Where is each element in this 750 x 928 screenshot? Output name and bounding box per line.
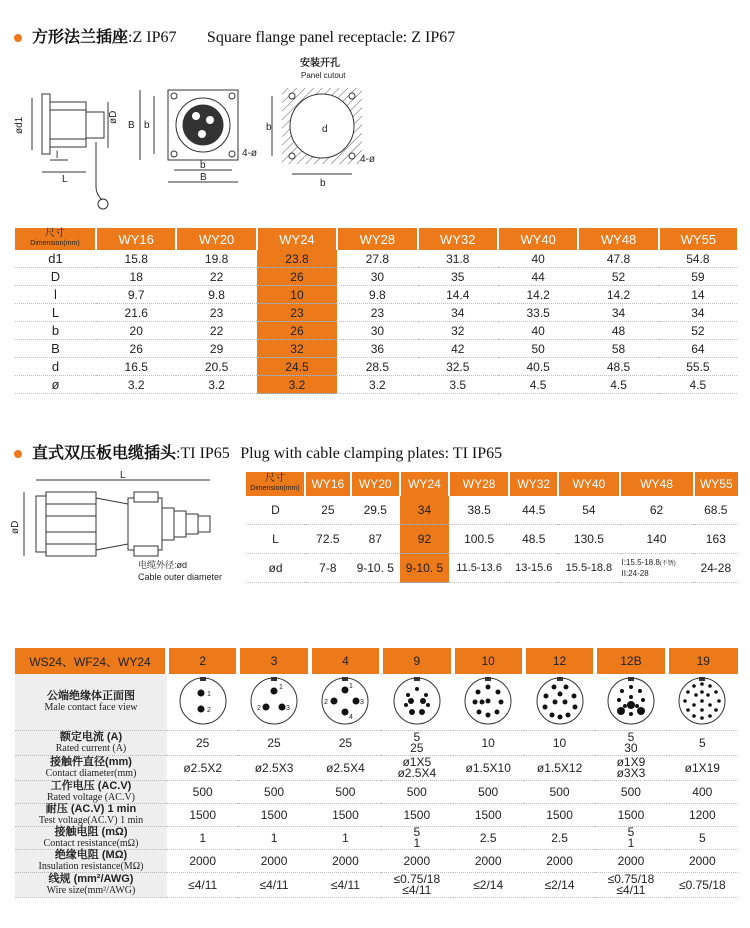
col-header: 4 xyxy=(310,648,381,674)
row-label: ø xyxy=(15,376,96,394)
cell: 32 xyxy=(257,340,337,358)
col-header: WY48 xyxy=(620,472,694,496)
table-row xyxy=(15,873,738,898)
cell: 4.5 xyxy=(578,376,658,394)
col-header: WY28 xyxy=(449,472,509,496)
cell: ø1.5X12 xyxy=(524,756,595,781)
cell: 34 xyxy=(418,304,498,322)
cell: ≤0.75/18 xyxy=(667,873,738,898)
table-row xyxy=(15,340,737,358)
cell: 2000 xyxy=(667,850,738,873)
row-label: B xyxy=(15,340,96,358)
cell: 72.5 xyxy=(305,525,351,554)
cell-line: 1 xyxy=(627,836,635,850)
cell: 48 xyxy=(578,322,658,340)
table-row xyxy=(15,304,737,322)
contact-face-icon xyxy=(310,674,381,731)
cell-line: 5 xyxy=(413,730,421,744)
col-header: WY48 xyxy=(578,228,658,250)
cell: 42 xyxy=(418,340,498,358)
cell: 23 xyxy=(176,304,256,322)
cell: 2000 xyxy=(310,850,381,873)
cell: 500 xyxy=(310,781,381,804)
col-header: WY55 xyxy=(659,228,737,250)
cell: 47.8 xyxy=(578,250,658,268)
col-header: WY55 xyxy=(694,472,738,496)
row-label: 额定电流 (A) Rated current (A) xyxy=(15,731,167,756)
cell: 500 xyxy=(524,781,595,804)
cell: 62 xyxy=(620,496,694,525)
cell-line: ≤4/11 xyxy=(616,883,646,897)
table-row xyxy=(15,268,737,286)
cell: 64 xyxy=(659,340,737,358)
table-row xyxy=(15,358,737,376)
cell: 25 xyxy=(310,731,381,756)
cell: 7-8 xyxy=(305,554,351,583)
cell: 25 xyxy=(238,731,309,756)
row-label: d xyxy=(15,358,96,376)
row-label: D xyxy=(15,268,96,286)
cell: 14 xyxy=(659,286,737,304)
cell: 2000 xyxy=(238,850,309,873)
cell: 163 xyxy=(694,525,738,554)
cell: 44.5 xyxy=(509,496,558,525)
cell: 9.8 xyxy=(337,286,417,304)
cell-line: 25 xyxy=(410,741,424,755)
cell-line: ≤4/11 xyxy=(402,883,432,897)
table-row xyxy=(246,554,738,583)
svg-text:ød1: ød1 xyxy=(14,116,25,134)
cell: 21.6 xyxy=(96,304,176,322)
cell: 68.5 xyxy=(694,496,738,525)
pin-layout-icon xyxy=(462,675,514,727)
col-header: 2 xyxy=(167,648,238,674)
cell: 1500 xyxy=(595,804,666,827)
cell: 1500 xyxy=(524,804,595,827)
cell-wy48-d: I:15.5-18.8(不锈) II:24-28 xyxy=(620,554,694,583)
row-label: b xyxy=(15,322,96,340)
col-header: WY40 xyxy=(498,228,578,250)
cell: 13-15.6 xyxy=(509,554,558,583)
col-header: WY16 xyxy=(305,472,351,496)
cell: 4.5 xyxy=(498,376,578,394)
svg-text:b: b xyxy=(320,178,326,189)
cell xyxy=(381,873,452,898)
cell: 23 xyxy=(257,304,337,322)
cell: 23.8 xyxy=(257,250,337,268)
cell: ≤4/11 xyxy=(238,873,309,898)
col-header: 10 xyxy=(453,648,524,674)
cell: 54.8 xyxy=(659,250,737,268)
table-row xyxy=(15,674,738,731)
cell-line: ø1X9 xyxy=(616,755,646,769)
cell xyxy=(381,827,452,850)
row-label: 耐压 (AC.V) 1 min Test voltage(AC.V) 1 min xyxy=(15,804,167,827)
svg-text:1: 1 xyxy=(279,683,283,691)
pin-layout-icon xyxy=(391,675,443,727)
cell: 1 xyxy=(167,827,238,850)
cell-line: ≤0.75/18 xyxy=(607,872,655,886)
col-header: WY16 xyxy=(96,228,176,250)
row-label: ød xyxy=(246,554,305,583)
cell: 2.5 xyxy=(524,827,595,850)
cell: 15.8 xyxy=(96,250,176,268)
row-label: 公端绝缘体正面图 Male contact face view xyxy=(15,674,167,731)
contact-face-icon xyxy=(238,674,309,731)
col-header: WY32 xyxy=(418,228,498,250)
cell: 34 xyxy=(659,304,737,322)
contact-face-icon xyxy=(595,674,666,731)
cell: 32 xyxy=(418,322,498,340)
cell: 9-10. 5 xyxy=(400,554,449,583)
dimension-header: 尺寸 Dimension(mm) xyxy=(246,472,305,496)
cell: 29.5 xyxy=(351,496,400,525)
cell: 10 xyxy=(257,286,337,304)
row-label: L xyxy=(246,525,305,554)
contact-face-icon xyxy=(167,674,238,731)
cell: ø2.5X3 xyxy=(238,756,309,781)
cell: 52 xyxy=(578,268,658,286)
col-header: 3 xyxy=(238,648,309,674)
cell: 40 xyxy=(498,322,578,340)
cell xyxy=(595,827,666,850)
row-label: 绝缘电阻 (MΩ) Insulation resistance(MΩ) xyxy=(15,850,167,873)
col-header: 12B xyxy=(595,648,666,674)
svg-text:l: l xyxy=(56,150,59,161)
col-header: 9 xyxy=(381,648,452,674)
cell: ≤2/14 xyxy=(524,873,595,898)
cell: 40 xyxy=(498,250,578,268)
col-header: WY24 xyxy=(257,228,337,250)
svg-text:1: 1 xyxy=(206,690,211,698)
svg-text:3: 3 xyxy=(286,704,290,712)
cell: 1200 xyxy=(667,804,738,827)
cell: 50 xyxy=(498,340,578,358)
cell: 20.5 xyxy=(176,358,256,376)
svg-text:Panel cutout: Panel cutout xyxy=(301,71,346,80)
col-header: WY24 xyxy=(400,472,449,496)
row-label: 接触件直径(mm) Contact diameter(mm) xyxy=(15,756,167,781)
table-row xyxy=(15,250,737,268)
cell: 10 xyxy=(524,731,595,756)
col-header: WY28 xyxy=(337,228,417,250)
row-label: 工作电压 (AC.V) Rated voltage (AC.V) xyxy=(15,781,167,804)
cell: 1500 xyxy=(381,804,452,827)
cell: ≤4/11 xyxy=(167,873,238,898)
cell-line: 30 xyxy=(624,741,638,755)
pin-layout-icon xyxy=(177,675,229,727)
cell: 26 xyxy=(257,268,337,286)
svg-text:d: d xyxy=(322,124,328,135)
cell: 36 xyxy=(337,340,417,358)
svg-text:L: L xyxy=(62,174,68,185)
cell: 34 xyxy=(400,496,449,525)
cell xyxy=(595,731,666,756)
cell: 26 xyxy=(96,340,176,358)
cell: 3.2 xyxy=(337,376,417,394)
cell: 140 xyxy=(620,525,694,554)
cell: 34 xyxy=(578,304,658,322)
cell: ø2.5X2 xyxy=(167,756,238,781)
table-row xyxy=(15,286,737,304)
cell: 25 xyxy=(305,496,351,525)
table-row xyxy=(15,804,738,827)
svg-text:4: 4 xyxy=(349,713,354,721)
cell: 59 xyxy=(659,268,737,286)
series-header: WS24、WF24、WY24 xyxy=(15,648,167,674)
cell: 3.2 xyxy=(176,376,256,394)
cell: 400 xyxy=(667,781,738,804)
row-label: l xyxy=(15,286,96,304)
cell-line: 1 xyxy=(413,836,421,850)
cell: 11.5-13.6 xyxy=(449,554,509,583)
table-row xyxy=(15,850,738,873)
table-row xyxy=(15,781,738,804)
cell xyxy=(595,873,666,898)
col-header: WY20 xyxy=(176,228,256,250)
cell: 2000 xyxy=(167,850,238,873)
cell: 5 xyxy=(667,827,738,850)
svg-text:L: L xyxy=(120,470,126,481)
svg-text:4-ø: 4-ø xyxy=(360,154,375,165)
cell-line: 5 xyxy=(627,730,635,744)
cell: 29 xyxy=(176,340,256,358)
cell: 22 xyxy=(176,268,256,286)
svg-text:1: 1 xyxy=(349,682,354,690)
cell: ø2.5X4 xyxy=(310,756,381,781)
cell: ≤4/11 xyxy=(310,873,381,898)
svg-text:2: 2 xyxy=(257,704,261,712)
cell: 40.5 xyxy=(498,358,578,376)
row-label: 线规 (mm²/AWG) Wire size(mm²/AWG) xyxy=(15,873,167,898)
col-header: 19 xyxy=(667,648,738,674)
col-header: 12 xyxy=(524,648,595,674)
cell: 9.7 xyxy=(96,286,176,304)
contact-face-icon xyxy=(381,674,452,731)
pin-layout-icon xyxy=(534,675,586,727)
cell: 2000 xyxy=(381,850,452,873)
svg-text:电缆外径:ød: 电缆外径:ød xyxy=(138,560,188,570)
svg-text:B: B xyxy=(200,172,207,183)
pin-layout-icon xyxy=(605,675,657,727)
svg-text:b: b xyxy=(266,122,272,133)
pin-layout-icon xyxy=(319,675,371,727)
cell: 2000 xyxy=(453,850,524,873)
row-label: L xyxy=(15,304,96,322)
cell: 48.5 xyxy=(578,358,658,376)
row-label: 接触电阻 (mΩ) Contact resistance(mΩ) xyxy=(15,827,167,850)
cell: 9-10. 5 xyxy=(351,554,400,583)
table-row xyxy=(15,376,737,394)
section1-title: 方形法兰插座:Z IP67 Square flange panel receptacle: Z IP67 xyxy=(14,24,455,47)
bullet-icon xyxy=(14,34,22,42)
cell: 2000 xyxy=(524,850,595,873)
svg-text:安装开孔: 安装开孔 xyxy=(300,58,340,69)
pin-layout-icon xyxy=(676,675,728,727)
cell: 20 xyxy=(96,322,176,340)
contact-face-icon xyxy=(524,674,595,731)
svg-text:2: 2 xyxy=(206,706,211,714)
receptacle-drawing xyxy=(10,52,410,224)
svg-text:Cable outer diameter: Cable outer diameter xyxy=(138,572,223,582)
svg-text:øD: øD xyxy=(108,110,119,124)
cell: 2.5 xyxy=(453,827,524,850)
cell: 27.8 xyxy=(337,250,417,268)
svg-text:2: 2 xyxy=(324,698,329,706)
cell-line: 5 xyxy=(627,825,635,839)
cell: 1500 xyxy=(453,804,524,827)
cell-line: ø3X3 xyxy=(616,766,646,780)
cell: 35 xyxy=(418,268,498,286)
cell: 14.2 xyxy=(578,286,658,304)
cell: 14.4 xyxy=(418,286,498,304)
cell: 16.5 xyxy=(96,358,176,376)
cell: 14.2 xyxy=(498,286,578,304)
cell: 2000 xyxy=(595,850,666,873)
cell: 130.5 xyxy=(558,525,619,554)
cell: 31.8 xyxy=(418,250,498,268)
cell: 44 xyxy=(498,268,578,286)
cell: 1 xyxy=(238,827,309,850)
cell: 28.5 xyxy=(337,358,417,376)
cell: 500 xyxy=(167,781,238,804)
flange-side xyxy=(42,94,50,154)
cell-line: ≤0.75/18 xyxy=(393,872,441,886)
cell: 1500 xyxy=(238,804,309,827)
cell: 24-28 xyxy=(694,554,738,583)
dimension-header: 尺寸 Dimension(mm) xyxy=(15,228,96,250)
svg-text:øD: øD xyxy=(10,520,21,534)
cell: 500 xyxy=(381,781,452,804)
cell: 15.5-18.8 xyxy=(558,554,619,583)
cell: 5 xyxy=(667,731,738,756)
col-header: WY32 xyxy=(509,472,558,496)
cell: 58 xyxy=(578,340,658,358)
cell-line: 5 xyxy=(413,825,421,839)
cell: 32.5 xyxy=(418,358,498,376)
cell: 3.2 xyxy=(96,376,176,394)
row-label: d1 xyxy=(15,250,96,268)
cell: 30 xyxy=(337,322,417,340)
cell: 26 xyxy=(257,322,337,340)
cell: 9.8 xyxy=(176,286,256,304)
svg-text:b: b xyxy=(200,160,206,171)
section2-title: 直式双压板电缆插头:TI IP65 Plug with cable clamping plates: TI IP65 xyxy=(14,440,502,463)
plug-drawing xyxy=(10,470,240,585)
receptacle-dimension-table xyxy=(15,228,737,394)
cell: 52 xyxy=(659,322,737,340)
contact-face-icon xyxy=(667,674,738,731)
cell: 10 xyxy=(453,731,524,756)
cell xyxy=(595,756,666,781)
cell xyxy=(381,731,452,756)
cell: 1 xyxy=(310,827,381,850)
cell: 1500 xyxy=(310,804,381,827)
cell: 3.5 xyxy=(418,376,498,394)
svg-text:3: 3 xyxy=(360,698,365,706)
cell: ≤2/14 xyxy=(453,873,524,898)
cell: 33.5 xyxy=(498,304,578,322)
cell-line: ø2.5X4 xyxy=(397,766,437,780)
table-row xyxy=(246,525,738,554)
cell: 1500 xyxy=(167,804,238,827)
cell: 23 xyxy=(337,304,417,322)
svg-text:b: b xyxy=(144,120,150,131)
cell: 500 xyxy=(453,781,524,804)
row-label: D xyxy=(246,496,305,525)
cell: 38.5 xyxy=(449,496,509,525)
cell: 25 xyxy=(167,731,238,756)
bullet-icon xyxy=(14,450,22,458)
cell: 4.5 xyxy=(659,376,737,394)
cell: 30 xyxy=(337,268,417,286)
cell: ø1.5X10 xyxy=(453,756,524,781)
cell: 54 xyxy=(558,496,619,525)
cell: 48.5 xyxy=(509,525,558,554)
cell: 19.8 xyxy=(176,250,256,268)
pin-layout-icon xyxy=(248,675,300,727)
cell xyxy=(381,756,452,781)
cell: 24.5 xyxy=(257,358,337,376)
cell: 55.5 xyxy=(659,358,737,376)
cell: 500 xyxy=(238,781,309,804)
plug-dimension-table xyxy=(246,472,738,583)
table-row xyxy=(15,322,737,340)
cell: 18 xyxy=(96,268,176,286)
cell: 3.2 xyxy=(257,376,337,394)
cell: 92 xyxy=(400,525,449,554)
svg-text:B: B xyxy=(128,120,135,131)
table-row xyxy=(246,496,738,525)
col-header: WY20 xyxy=(351,472,400,496)
cell: 22 xyxy=(176,322,256,340)
cell: 87 xyxy=(351,525,400,554)
svg-text:4-ø: 4-ø xyxy=(242,148,257,159)
cell: 500 xyxy=(595,781,666,804)
col-header: WY40 xyxy=(558,472,619,496)
contact-spec-table xyxy=(15,648,738,898)
cell: 100.5 xyxy=(449,525,509,554)
table-row xyxy=(15,756,738,781)
cell: ø1X19 xyxy=(667,756,738,781)
cell-line: ø1X5 xyxy=(402,755,432,769)
table-row xyxy=(15,827,738,850)
table-row xyxy=(15,731,738,756)
contact-face-icon xyxy=(453,674,524,731)
